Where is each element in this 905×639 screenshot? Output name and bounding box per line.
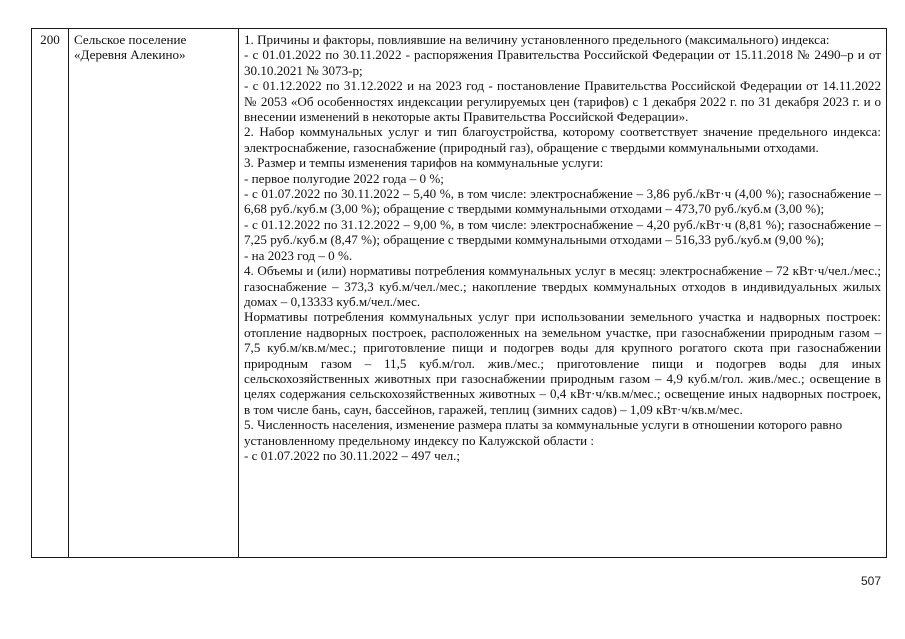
paragraph-services-set: 2. Набор коммунальных услуг и тип благоустройства, которому соответствует значение предельного индекса: электроснабжение, газоснабжение (природный газ), обращение с твердыми коммунальными отходами. <box>244 124 881 155</box>
paragraph-tariffs-jul-nov: - с 01.07.2022 по 30.11.2022 – 5,40 %, в том числе: электроснабжение – 3,86 руб./кВт·ч (4,00 %); газоснабжение – 6,68 руб./куб.м (3,00 %); обращение с твердыми коммунальными отходами – 473,70 руб./куб.м (3,00 %); <box>244 186 881 217</box>
table-row <box>32 29 887 558</box>
paragraph-tariffs-first-half: - первое полугодие 2022 года – 0 %; <box>244 170 444 186</box>
paragraph-consumption-volumes: 4. Объемы и (или) нормативы потребления коммунальных услуг в месяц: электроснабжение – 72 кВт·ч/чел./мес.; газоснабжение – 373,3 куб.м/чел./мес.; накопление твердых коммунальных отходов в индивидуальных жилых домах – 0,13333 куб.м/чел./мес. <box>244 263 881 309</box>
paragraph-tariffs-dec: - с 01.12.2022 по 31.12.2022 – 9,00 %, в том числе: электроснабжение – 4,20 руб./кВт·ч (8,81 %); газоснабжение – 7,25 руб./куб.м (8,47 %); обращение с твердыми коммунальными отходами – 516,33 руб./куб.м (9,00 %); <box>244 216 881 248</box>
paragraph-reasons-heading: 1. Причины и факторы, повлиявшие на величину установленного предельного (максимального) индекса: <box>244 32 830 47</box>
paragraph-reasons-period-1: - с 01.01.2022 по 30.11.2022 - распоряжения Правительства Российской Федерации от 15.11.2018 № 2490–р и от 30.10.2021 № 3073-р; <box>244 47 881 78</box>
paragraph-tariffs-heading: 3. Размер и темпы изменения тарифов на коммунальные услуги: <box>244 155 604 171</box>
paragraph-population-period: - с 01.07.2022 по 30.11.2022 – 497 чел.; <box>244 447 461 463</box>
paragraph-consumption-norms: Нормативы потребления коммунальных услуг при использовании земельного участка и надворных построек: отопление надворных построек, расположенных на земельном участке, при газоснабжении природным газом – 7,5 куб.м/кв.м/мес.; приготовление пищи и подогрев воды для крупного рогатого скота при газоснабжении природным газом – 11,5 куб.м/гол. жив./мес.; приготовление пищи и подогрев воды для иных сельскохозяйственных животных при газоснабжении природным газом – 4,9 куб.м/гол. жив./мес.; освещение в целях содержания сельскохозяйственных животных – 0,4 кВт·ч/кв.м/мес.; освещение иных надворных построек, в том числе бань, саун, бассейнов, гаражей, теплиц (зимних садов) – 1,09 кВт·ч/кв.м/мес. <box>244 309 881 417</box>
row-description <box>239 29 887 558</box>
paragraph-population-heading: 5. Численность населения, изменение размера платы за коммунальные услуги в отношении которого равно установленному предельному индексу по Калужской области : <box>244 417 843 448</box>
page-number: 507 <box>860 574 881 588</box>
row-number: 200 <box>32 29 69 558</box>
settlement-name: Сельское поселение «Деревня Алекино» <box>69 29 239 558</box>
paragraph-tariffs-2023: - на 2023 год – 0 %. <box>244 247 353 263</box>
tariff-index-table <box>31 28 887 558</box>
paragraph-reasons-period-2: - с 01.12.2022 по 31.12.2022 и на 2023 год - постановление Правительства Российской Федерации от 14.11.2022 № 2053 «Об особенностях индексации регулируемых цен (тарифов) с 1 декабря 2022 г. по 31 декабря 2023 г. и о внесении изменений в некоторые акты Правительства Российской Федерации». <box>244 78 881 125</box>
